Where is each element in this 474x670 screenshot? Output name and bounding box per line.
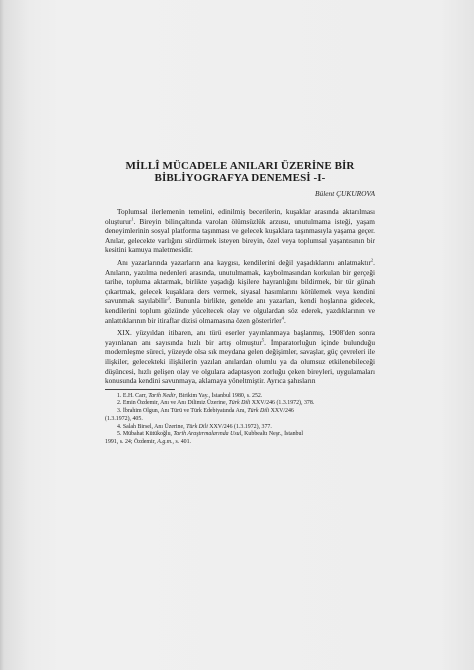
footnote-3-continued: (1.3.1972), 405. [105, 415, 143, 422]
paragraph-1: Toplumsal ilerlemenin temelini, edinilmiş becerilerin, kuşaklar arasında aktarılması oluşturur$^1$. Bireyin bilinçaltında varolan ölümsüzlük arzusu, unutulmama isteği, yaşam deneyimlerinin sosyal platforma taşınması ve gelecek kuşaklara taşınmasıyla yaşama geçer. Anılar, gelecekte varlığını sürdürmek isteyen bireyin, özel veya toplumsal yaşantısının bir kesitini kamuya maletmesidir. [105, 207, 375, 255]
footnote-ref-5: 5 [261, 337, 265, 343]
footnote-4: 4. Salah Birsel, Anı Üzerine, Türk Dili XXV/246 (1.3.1972), 377. [117, 423, 272, 430]
article-body [105, 160, 375, 447]
footnote-5: 5. Mübahat Kütükoğlu, Tarih Araştırmalarında Usul, Kubbealtı Neşr., İstanbul [117, 431, 304, 438]
article-title [105, 160, 375, 184]
footnote-ref-1: 1 [131, 216, 134, 222]
author-name: Bülent ÇUKUROVA [314, 189, 375, 198]
paragraph-3: XIX. yüzyıldan itibaren, anı türü eserler yayınlanmaya başlanmış, 1908'den sonra yayınlanan anı sayısında hızlı bir artış olmuştur$^5$. İmparatorluğun içinde bulunduğu modernleşme süreci, yüzeyde olsa sık meydana gelen değişimler, savaşlar, güç çevreleri ile ilişkiler, gelecekteki ilişkilerin yazılan anılardan olumlu ya da olumsuz etkilenebileceği düşüncesi, hızlı gelişen olay ve olgulara adaptasyon zorluğu çeken bireyleri, uygulamaları konusunda kendini savunmaya, aklamaya yöneltmiştir. Ayrıca şahısların [105, 328, 375, 386]
footnote-2: 2. Emin Özdemir, Anı ve Anı Dilimiz Üzerine, Türk Dili XXV/246 (1.3.1972), 378. [117, 400, 315, 407]
title-line-1: MİLLÎ MÜCADELE ANILARI ÜZERİNE BİR [125, 160, 355, 172]
footnote-5-continued: 1991, s. 24; Özdemir, A.g.m., s. 401. [105, 438, 192, 445]
footnote-1: 1. E.H. Carr, Tarih Nedir, Birikim Yay., İstanbul 1980, s. 252. [117, 392, 263, 399]
footnote-ref-3: 3 [167, 295, 170, 301]
scan-shadow-edge [0, 0, 4, 670]
footnote-divider [105, 389, 175, 390]
title-line-2: BİBLİYOGRAFYA DENEMESİ -I- [154, 172, 326, 184]
paragraph-2: Anı yazarlarında yazarların ana kaygısı, kendilerini değil yaşadıklarını anlatmaktır$^2$. Anıların, yazılma nedenleri arasında, unutulmamak, kaybolmasından korkulan bir gerçeği tarihe, topluma aktarmak, birlikte yaşadığı kişilere hayranlığını bildirmek, bir tür günah çıkartmak, gelecek kuşaklara ders vermek, siyasal hasımlarını kötülemek veya kendini savunmak sayılabilir$^3$. Bununla birlikte, genelde anı yazarları, kendi hoşlarına gidecek, kendilerini toplum gözünde yüceltecek olay ve olgulardan söz ederek, yazdıklarının ve anlattıklarının bir itiraflar dizisi olmamasına özen gösterirler$^4$. [105, 257, 375, 325]
footnote-ref-4: 4 [281, 315, 284, 321]
footnote-3: 3. İbrahim Olgun, Anı Türü ve Türk Edebiyatında Anı, Türk Dili XXV/246 [117, 408, 294, 415]
footnote-ref-2: 2 [370, 257, 374, 263]
footnotes [105, 393, 375, 447]
